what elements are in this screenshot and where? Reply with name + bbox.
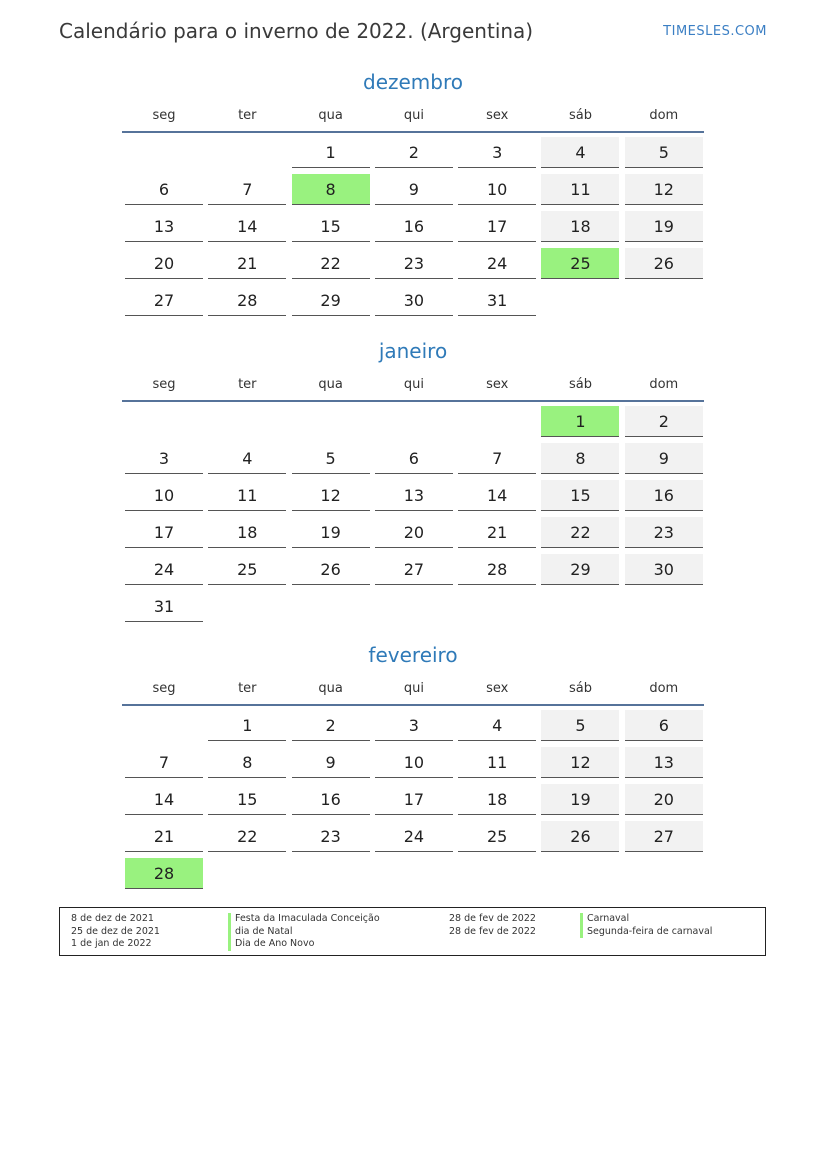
- page-title: Calendário para o inverno de 2022. (Argentina): [59, 19, 534, 43]
- day-cell: 20: [625, 784, 703, 815]
- legend-right-names: [580, 913, 712, 938]
- day-cell: 5: [625, 137, 703, 168]
- brand-logo-text[interactable]: TIMESLES.COM: [663, 24, 767, 39]
- day-cell: 18: [208, 517, 286, 548]
- day-cell: 12: [292, 480, 370, 511]
- day-cell: 30: [375, 285, 453, 316]
- day-cell: 14: [458, 480, 536, 511]
- day-cell: 9: [625, 443, 703, 474]
- day-cell: 26: [292, 554, 370, 585]
- day-cell: 14: [125, 784, 203, 815]
- empty-day-cell: [541, 858, 619, 888]
- day-cell: 29: [292, 285, 370, 316]
- legend-right-dates: [449, 913, 536, 938]
- day-cell: 25: [208, 554, 286, 585]
- empty-day-cell: [375, 591, 453, 621]
- empty-day-cell: [625, 285, 703, 315]
- weekday-label: sex: [486, 377, 509, 392]
- empty-day-cell: [125, 406, 203, 436]
- legend-date: 28 de fev de 2022: [449, 925, 536, 937]
- day-cell: 21: [458, 517, 536, 548]
- day-cell: 29: [541, 554, 619, 585]
- day-cell: 14: [208, 211, 286, 242]
- day-cell: 19: [541, 784, 619, 815]
- day-cell: 6: [375, 443, 453, 474]
- day-cell: 16: [292, 784, 370, 815]
- day-cell: 7: [458, 443, 536, 474]
- day-cell: 24: [458, 248, 536, 279]
- holiday-day-cell: 1: [541, 406, 619, 437]
- day-cell: 12: [541, 747, 619, 778]
- month-calendar-janeiro: [122, 337, 704, 628]
- day-cell: 24: [375, 821, 453, 852]
- empty-day-cell: [208, 591, 286, 621]
- weekday-label: sáb: [568, 108, 592, 123]
- day-cell: 22: [541, 517, 619, 548]
- day-cell: 23: [375, 248, 453, 279]
- day-cell: 16: [375, 211, 453, 242]
- weekday-label: sáb: [568, 681, 592, 696]
- month-title: fevereiro: [368, 643, 458, 667]
- day-cell: 15: [208, 784, 286, 815]
- day-cell: 20: [375, 517, 453, 548]
- weekday-header: [122, 106, 704, 128]
- empty-day-cell: [125, 710, 203, 740]
- day-cell: 5: [292, 443, 370, 474]
- weekday-label: qua: [318, 377, 343, 392]
- header-divider: [122, 400, 704, 402]
- day-cell: 7: [125, 747, 203, 778]
- legend-holiday-name: Festa da Imaculada Conceição: [228, 913, 380, 926]
- day-cell: 22: [208, 821, 286, 852]
- weekday-label: seg: [152, 108, 176, 123]
- header-divider: [122, 704, 704, 706]
- empty-day-cell: [292, 858, 370, 888]
- legend-left-dates: [71, 913, 160, 951]
- weekday-label: dom: [649, 377, 679, 392]
- day-cell: 25: [458, 821, 536, 852]
- day-cell: 3: [375, 710, 453, 741]
- days-grid: [122, 406, 704, 628]
- day-cell: 2: [292, 710, 370, 741]
- month-title: dezembro: [363, 70, 463, 94]
- day-cell: 21: [125, 821, 203, 852]
- holiday-day-cell: 8: [292, 174, 370, 205]
- legend-left-names: [228, 913, 380, 951]
- day-cell: 12: [625, 174, 703, 205]
- day-cell: 1: [208, 710, 286, 741]
- holiday-day-cell: 25: [541, 248, 619, 279]
- day-cell: 16: [625, 480, 703, 511]
- day-cell: 18: [458, 784, 536, 815]
- day-cell: 17: [375, 784, 453, 815]
- day-cell: 2: [375, 137, 453, 168]
- day-cell: 11: [458, 747, 536, 778]
- day-cell: 10: [458, 174, 536, 205]
- legend-holiday-name: dia de Natal: [228, 926, 380, 939]
- day-cell: 17: [125, 517, 203, 548]
- empty-day-cell: [125, 137, 203, 167]
- day-cell: 13: [375, 480, 453, 511]
- empty-day-cell: [208, 858, 286, 888]
- legend-date: 25 de dez de 2021: [71, 925, 160, 937]
- day-cell: 31: [125, 591, 203, 622]
- empty-day-cell: [458, 591, 536, 621]
- days-grid: [122, 137, 704, 322]
- day-cell: 4: [541, 137, 619, 168]
- day-cell: 8: [208, 747, 286, 778]
- day-cell: 26: [625, 248, 703, 279]
- day-cell: 5: [541, 710, 619, 741]
- day-cell: 23: [292, 821, 370, 852]
- day-cell: 13: [625, 747, 703, 778]
- month-calendar-dezembro: [122, 68, 704, 322]
- weekday-label: qua: [318, 108, 343, 123]
- day-cell: 27: [375, 554, 453, 585]
- weekday-label: sex: [486, 681, 509, 696]
- empty-day-cell: [625, 591, 703, 621]
- empty-day-cell: [625, 858, 703, 888]
- day-cell: 10: [375, 747, 453, 778]
- month-title: janeiro: [378, 339, 448, 363]
- holiday-day-cell: 28: [125, 858, 203, 889]
- day-cell: 4: [208, 443, 286, 474]
- legend-date: 8 de dez de 2021: [71, 913, 154, 924]
- day-cell: 23: [625, 517, 703, 548]
- weekday-label: dom: [649, 681, 679, 696]
- day-cell: 11: [541, 174, 619, 205]
- weekday-label: qui: [403, 377, 424, 392]
- empty-day-cell: [375, 406, 453, 436]
- empty-day-cell: [208, 137, 286, 167]
- day-cell: 28: [208, 285, 286, 316]
- day-cell: 19: [292, 517, 370, 548]
- day-cell: 18: [541, 211, 619, 242]
- days-grid: [122, 710, 704, 895]
- weekday-label: ter: [238, 377, 257, 392]
- day-cell: 27: [125, 285, 203, 316]
- day-cell: 17: [458, 211, 536, 242]
- day-cell: 2: [625, 406, 703, 437]
- weekday-header: [122, 375, 704, 397]
- empty-day-cell: [292, 591, 370, 621]
- day-cell: 11: [208, 480, 286, 511]
- empty-day-cell: [458, 858, 536, 888]
- day-cell: 31: [458, 285, 536, 316]
- legend-date: 28 de fev de 2022: [449, 913, 536, 924]
- day-cell: 8: [541, 443, 619, 474]
- day-cell: 1: [292, 137, 370, 168]
- month-calendar-fevereiro: [122, 641, 704, 895]
- weekday-label: sex: [486, 108, 509, 123]
- day-cell: 28: [458, 554, 536, 585]
- weekday-label: dom: [649, 108, 679, 123]
- weekday-label: sáb: [568, 377, 592, 392]
- header-divider: [122, 131, 704, 133]
- day-cell: 20: [125, 248, 203, 279]
- legend-holiday-name: Dia de Ano Novo: [228, 938, 380, 951]
- legend-holiday-name: Segunda-feira de carnaval: [580, 926, 712, 939]
- day-cell: 26: [541, 821, 619, 852]
- weekday-label: seg: [152, 681, 176, 696]
- day-cell: 27: [625, 821, 703, 852]
- empty-day-cell: [458, 406, 536, 436]
- day-cell: 9: [375, 174, 453, 205]
- day-cell: 7: [208, 174, 286, 205]
- day-cell: 24: [125, 554, 203, 585]
- day-cell: 22: [292, 248, 370, 279]
- holiday-legend: [59, 907, 766, 956]
- day-cell: 6: [625, 710, 703, 741]
- day-cell: 15: [541, 480, 619, 511]
- day-cell: 6: [125, 174, 203, 205]
- weekday-label: ter: [238, 681, 257, 696]
- day-cell: 3: [125, 443, 203, 474]
- empty-day-cell: [541, 591, 619, 621]
- legend-date: 1 de jan de 2022: [71, 938, 152, 949]
- weekday-label: qua: [318, 681, 343, 696]
- empty-day-cell: [541, 285, 619, 315]
- weekday-header: [122, 679, 704, 701]
- day-cell: 4: [458, 710, 536, 741]
- day-cell: 21: [208, 248, 286, 279]
- day-cell: 13: [125, 211, 203, 242]
- weekday-label: qui: [403, 681, 424, 696]
- day-cell: 10: [125, 480, 203, 511]
- day-cell: 3: [458, 137, 536, 168]
- day-cell: 30: [625, 554, 703, 585]
- empty-day-cell: [208, 406, 286, 436]
- day-cell: 9: [292, 747, 370, 778]
- day-cell: 19: [625, 211, 703, 242]
- weekday-label: qui: [403, 108, 424, 123]
- weekday-label: seg: [152, 377, 176, 392]
- legend-holiday-name: Carnaval: [580, 913, 712, 926]
- empty-day-cell: [375, 858, 453, 888]
- day-cell: 15: [292, 211, 370, 242]
- empty-day-cell: [292, 406, 370, 436]
- weekday-label: ter: [238, 108, 257, 123]
